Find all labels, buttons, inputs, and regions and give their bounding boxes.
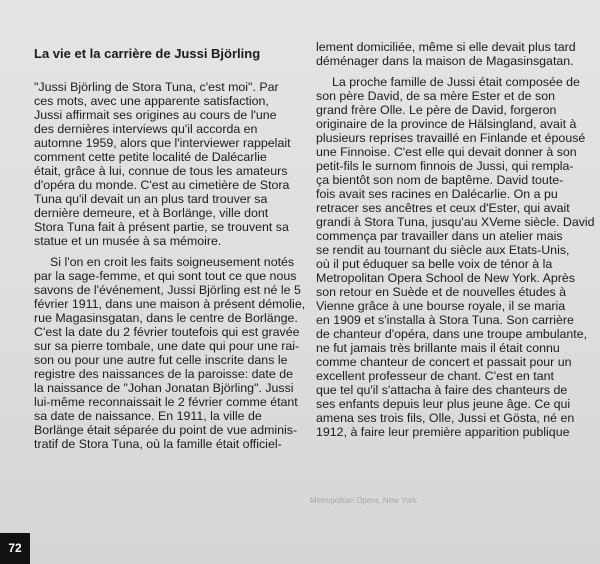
left-line-25: Borlänge était séparée du point de vue adminis- — [34, 423, 298, 437]
left-line-20: son ou pour une autre fut celle inscrite dans le — [34, 353, 288, 367]
left-line-4: des dernières interviews qu'il accorda en — [34, 122, 258, 136]
right-line-12: retracer ses ancêtres et ceux d'Ester, qui avait — [316, 201, 570, 215]
right-line-3: La proche famille de Jussi était composée de — [332, 75, 580, 89]
left-line-21: registre des naissances de la paroisse: date de — [34, 367, 293, 381]
left-line-19: sur sa pierre tombale, une date qui pour une rai- — [34, 339, 300, 353]
left-line-26: tratif de Stora Tuna, où la famille était officiel- — [34, 437, 282, 451]
left-line-23: lui-même reconnaissait le 2 février comme étant — [34, 395, 298, 409]
right-line-27: amena ses trois fils, Olle, Jussi et Gösta, né en — [316, 411, 575, 425]
left-line-7: était, grâce à lui, connue de tous les amateurs — [34, 164, 288, 178]
left-line-15: savons de l'événement, Jussi Björling est né le 5 — [34, 283, 301, 297]
left-line-17: rue Magasinsgatan, dans le centre de Borlänge. — [34, 311, 298, 325]
right-line-15: se rendit au tournant du siècle aux Etats-Unis, — [316, 243, 570, 257]
right-line-28: 1912, à faire leur première apparition publique — [316, 425, 570, 439]
left-line-5: automne 1959, alors que l'interviewer rappelait — [34, 136, 291, 150]
right-line-18: son retour en Suède et de nouvelles études à — [316, 285, 567, 299]
article-title: La vie et la carrière de Jussi Björling — [34, 46, 261, 61]
right-line-21: de chanteur d'opéra, dans une troupe ambulante, — [316, 327, 588, 341]
left-line-8: d'opéra du monde. C'est au cimetière de Stora — [34, 178, 290, 192]
right-line-5: grand frère Olle. Le père de David, forgeron — [316, 103, 557, 117]
right-line-4: son père David, de sa mère Ester et de son — [316, 89, 555, 103]
right-line-26: ses enfants depuis leur plus jeune âge. Ce qui — [316, 397, 571, 411]
right-line-9: petit-fils le surnom finnois de Jussi, qui rempla- — [316, 159, 574, 173]
right-line-6: originaire de la province de Hälsingland, avait à — [316, 117, 577, 131]
right-line-14: commença par travailler dans un atelier mais — [316, 229, 563, 243]
left-line-3: Jussi affirmait ses origines au cours de l'une — [34, 108, 277, 122]
left-line-9: Tuna qu'il devait un an plus tard trouver sa — [34, 192, 268, 206]
right-line-10: ça bientôt son nom de baptême. David toute- — [316, 173, 564, 187]
right-line-25: que tel qu'il s'attacha à faire des chanteurs de — [316, 383, 568, 397]
left-line-12: statue et un musée à sa mémoire. — [34, 234, 222, 248]
left-line-10: dernière demeure, et à Borlänge, ville dont — [34, 206, 269, 220]
left-line-22: la naissance de "Johan Jonatan Björling". Jussi — [34, 381, 294, 395]
left-line-1: "Jussi Björling de Stora Tuna, c'est moi". Par — [34, 80, 279, 94]
right-line-24: excellent professeur de chant. C'est en tant — [316, 369, 554, 383]
right-line-2: déménager dans la maison de Magasinsgatan. — [316, 54, 574, 68]
right-line-1: lement domiciliée, même si elle devait plus tard — [316, 40, 576, 54]
left-line-24: sa date de naissance. En 1911, la ville de — [34, 409, 262, 423]
page-number: 72 — [0, 533, 30, 564]
right-line-8: une Finnoise. C'est elle qui devait donner à son — [316, 145, 577, 159]
left-line-18: C'est la date du 2 février toutefois qui est gravée — [34, 325, 300, 339]
right-line-11: fois avait ses racines en Dalécarlie. On a pu — [316, 187, 558, 201]
right-line-19: Vienne grâce à une bourse royale, il se maria — [316, 299, 566, 313]
left-line-2: ces mots, avec une apparente satisfaction, — [34, 94, 269, 108]
right-line-7: plusieurs reprises travaillé en Finlande et épousé — [316, 131, 586, 145]
left-line-13: Si l'on en croit les faits soigneusement notés — [50, 255, 295, 269]
right-line-16: où il put éduquer sa belle voix de ténor à la — [316, 257, 553, 271]
left-line-6: comment cette petite localité de Dalécarlie — [34, 150, 267, 164]
right-line-13: grandi à Stora Tuna, jusqu'au XVeme siècle. David — [316, 215, 595, 229]
bleed-caption: Metropolitan Opera, New York — [310, 496, 417, 505]
right-line-22: ne fut jamais très brillante mais il était connu — [316, 341, 560, 355]
left-line-16: février 1911, dans une maison à présent démolie, — [34, 297, 306, 311]
left-line-11: Stora Tuna fait à présent partie, se trouvent sa — [34, 220, 289, 234]
right-line-23: comme chanteur de concert et passait pour un — [316, 355, 572, 369]
left-line-14: par la sage-femme, et qui sont tout ce que nous — [34, 269, 297, 283]
right-line-17: Metropolitan Opera School de New York. Après — [316, 271, 575, 285]
right-line-20: en 1909 et s'installa à Stora Tuna. Son carrière — [316, 313, 574, 327]
